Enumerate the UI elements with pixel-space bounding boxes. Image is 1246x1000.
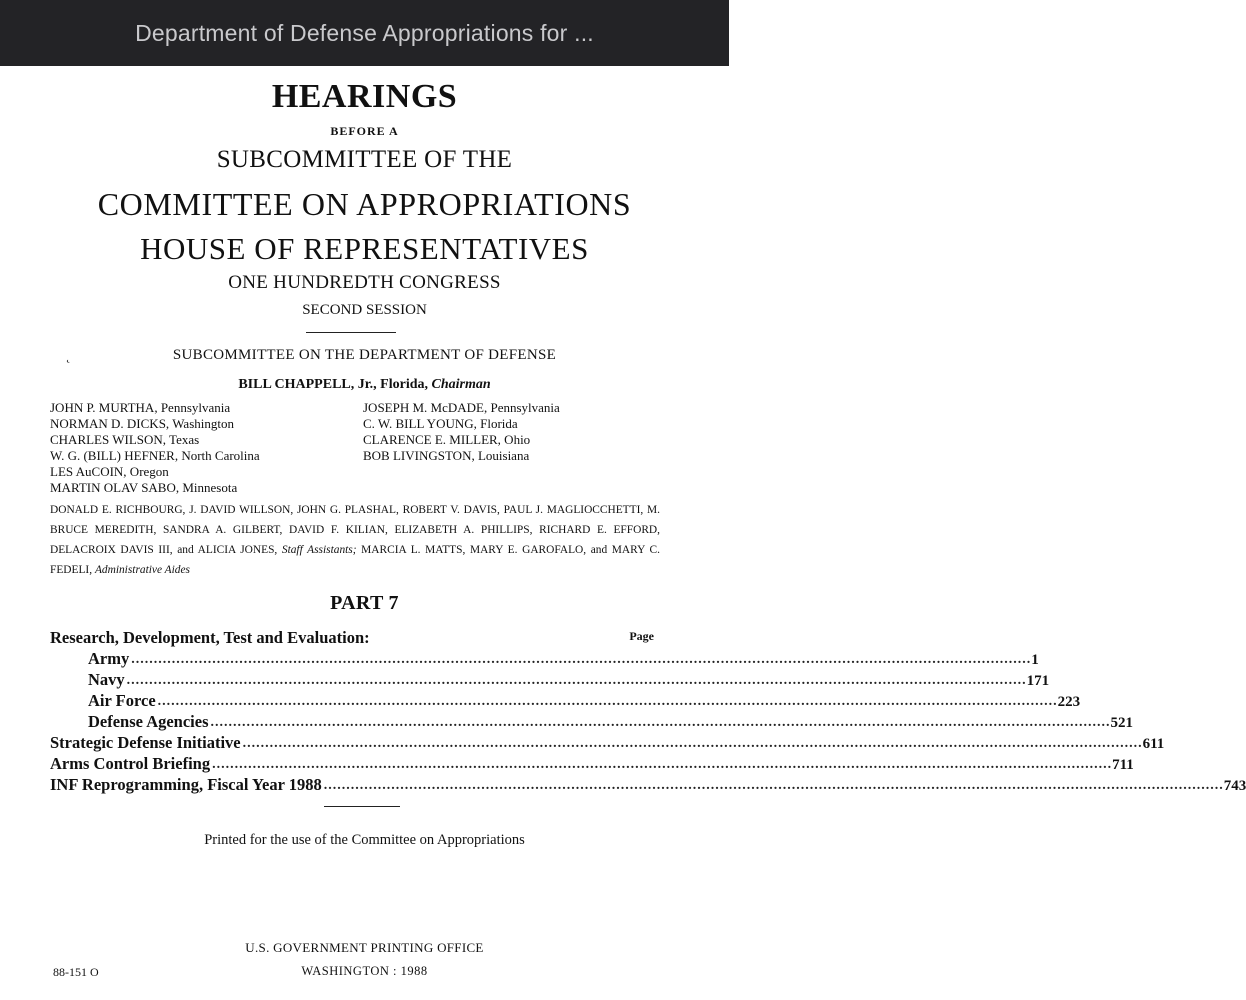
toc-dot-leader: ........................................................................................................................................................................................................ <box>210 715 1111 730</box>
toc-entry-page: 171 <box>1026 673 1050 689</box>
toc-entry-page: 711 <box>1112 757 1134 773</box>
toc-entry-label: Air Force <box>50 691 158 711</box>
toc-entry <box>50 648 1039 669</box>
title-bar <box>0 0 729 66</box>
member-name: CLARENCE E. MILLER, Ohio <box>363 432 531 447</box>
toc-entry <box>50 774 1246 795</box>
staff-paragraph <box>50 500 660 580</box>
toc-entry <box>50 690 1081 711</box>
toc-dot-leader: ........................................................................................................................................................................................................ <box>157 694 1058 709</box>
chairman-name: BILL CHAPPELL, Jr., Florida, <box>238 377 432 392</box>
toc-dot-leader: ........................................................................................................................................................................................................ <box>323 778 1224 793</box>
before-text: BEFORE A <box>330 124 399 138</box>
staff-role: Staff Assistants; <box>281 544 357 556</box>
scan-speck: ˛ <box>66 349 71 364</box>
staff-names: DONALD E. RICHBOURG, J. DAVID WILLSON, JOHN G. PLASHAL, ROBERT V. DAVIS, PAUL J. MAGLIOCCHETTI, M. BRUCE MEREDITH, SANDRA A. GILBERT, DAVID F. KILIAN, ELIZABETH A. PHILLIPS, RICHARD E. EFFORD, DELACROIX DAVIS III, and ALICIA JONES, <box>50 504 660 556</box>
divider <box>324 806 400 807</box>
toc-entry-label: Arms Control Briefing <box>50 754 211 773</box>
toc-entry-label: Defense Agencies <box>50 712 211 732</box>
document-page <box>0 66 1246 1000</box>
toc-entry-label: Strategic Defense Initiative <box>50 733 241 752</box>
part-heading: PART 7 <box>330 592 399 614</box>
chairman-title: Chairman <box>431 377 491 392</box>
member-name: CHARLES WILSON, Texas <box>50 432 200 447</box>
subcommittee-of-text: SUBCOMMITTEE OF THE <box>216 146 513 173</box>
printed-for-text: Printed for the use of the Committee on Appropriations <box>204 832 525 848</box>
divider <box>306 332 396 333</box>
members-left-column <box>50 400 260 496</box>
toc-entry-page: 521 <box>1110 715 1134 731</box>
chairman-line <box>0 377 729 393</box>
toc-entry-page: 611 <box>1142 736 1165 752</box>
toc-entry-label: Navy <box>50 670 127 690</box>
toc-dot-leader: ........................................................................................................................................................................................................ <box>242 736 1143 751</box>
toc-entry-label: INF Reprogramming, Fiscal Year 1988 <box>50 775 322 794</box>
member-name: LES AuCOIN, Oregon <box>50 464 169 479</box>
aides-names: MARCIA L. MATTS, MARY E. GAROFALO, and MARY C. FEDELI, <box>50 544 660 576</box>
toc-entry <box>50 753 1134 774</box>
toc-dot-leader: ........................................................................................................................................................................................................ <box>212 757 1113 772</box>
table-of-contents <box>50 626 1246 795</box>
member-name: C. W. BILL YOUNG, Florida <box>363 416 518 431</box>
job-number: 88-151 O <box>53 965 99 979</box>
toc-heading: Research, Development, Test and Evaluation: <box>50 628 608 648</box>
member-name: BOB LIVINGSTON, Louisiana <box>363 448 530 463</box>
toc-entry <box>50 711 1134 732</box>
toc-entry <box>50 732 1165 753</box>
aides-role: Administrative Aides <box>94 564 190 576</box>
toc-entry-page: 223 <box>1057 694 1081 710</box>
gpo-text: U.S. GOVERNMENT PRINTING OFFICE <box>245 940 484 955</box>
congress-text: ONE HUNDREDTH CONGRESS <box>228 272 501 293</box>
hearings-heading: HEARINGS <box>271 78 458 115</box>
toc-entry-label: Army <box>50 649 131 669</box>
member-name: W. G. (BILL) HEFNER, North Carolina <box>50 448 260 463</box>
members-right-column <box>363 400 560 464</box>
toc-heading-row <box>50 626 654 648</box>
member-name: JOSEPH M. McDADE, Pennsylvania <box>363 400 560 415</box>
toc-entry <box>50 669 1050 690</box>
toc-page-header: Page <box>629 629 654 643</box>
member-name: JOHN P. MURTHA, Pennsylvania <box>50 400 231 415</box>
toc-entry-page: 1 <box>1031 652 1039 668</box>
member-name: NORMAN D. DICKS, Washington <box>50 416 234 431</box>
toc-entry-page: 743 <box>1223 778 1246 794</box>
committee-title: COMMITTEE ON APPROPRIATIONS <box>97 186 632 222</box>
member-name: MARTIN OLAV SABO, Minnesota <box>50 480 238 495</box>
session-text: SECOND SESSION <box>302 302 427 318</box>
place-year-text: WASHINGTON : 1988 <box>301 964 428 978</box>
toc-dot-leader: ........................................................................................................................................................................................................ <box>131 652 1032 667</box>
window-title: Department of Defense Appropriations for ... <box>135 19 594 46</box>
house-title: HOUSE OF REPRESENTATIVES <box>140 231 589 266</box>
toc-dot-leader: ........................................................................................................................................................................................................ <box>126 673 1027 688</box>
subcommittee-name: SUBCOMMITTEE ON THE DEPARTMENT OF DEFENSE <box>172 347 557 363</box>
